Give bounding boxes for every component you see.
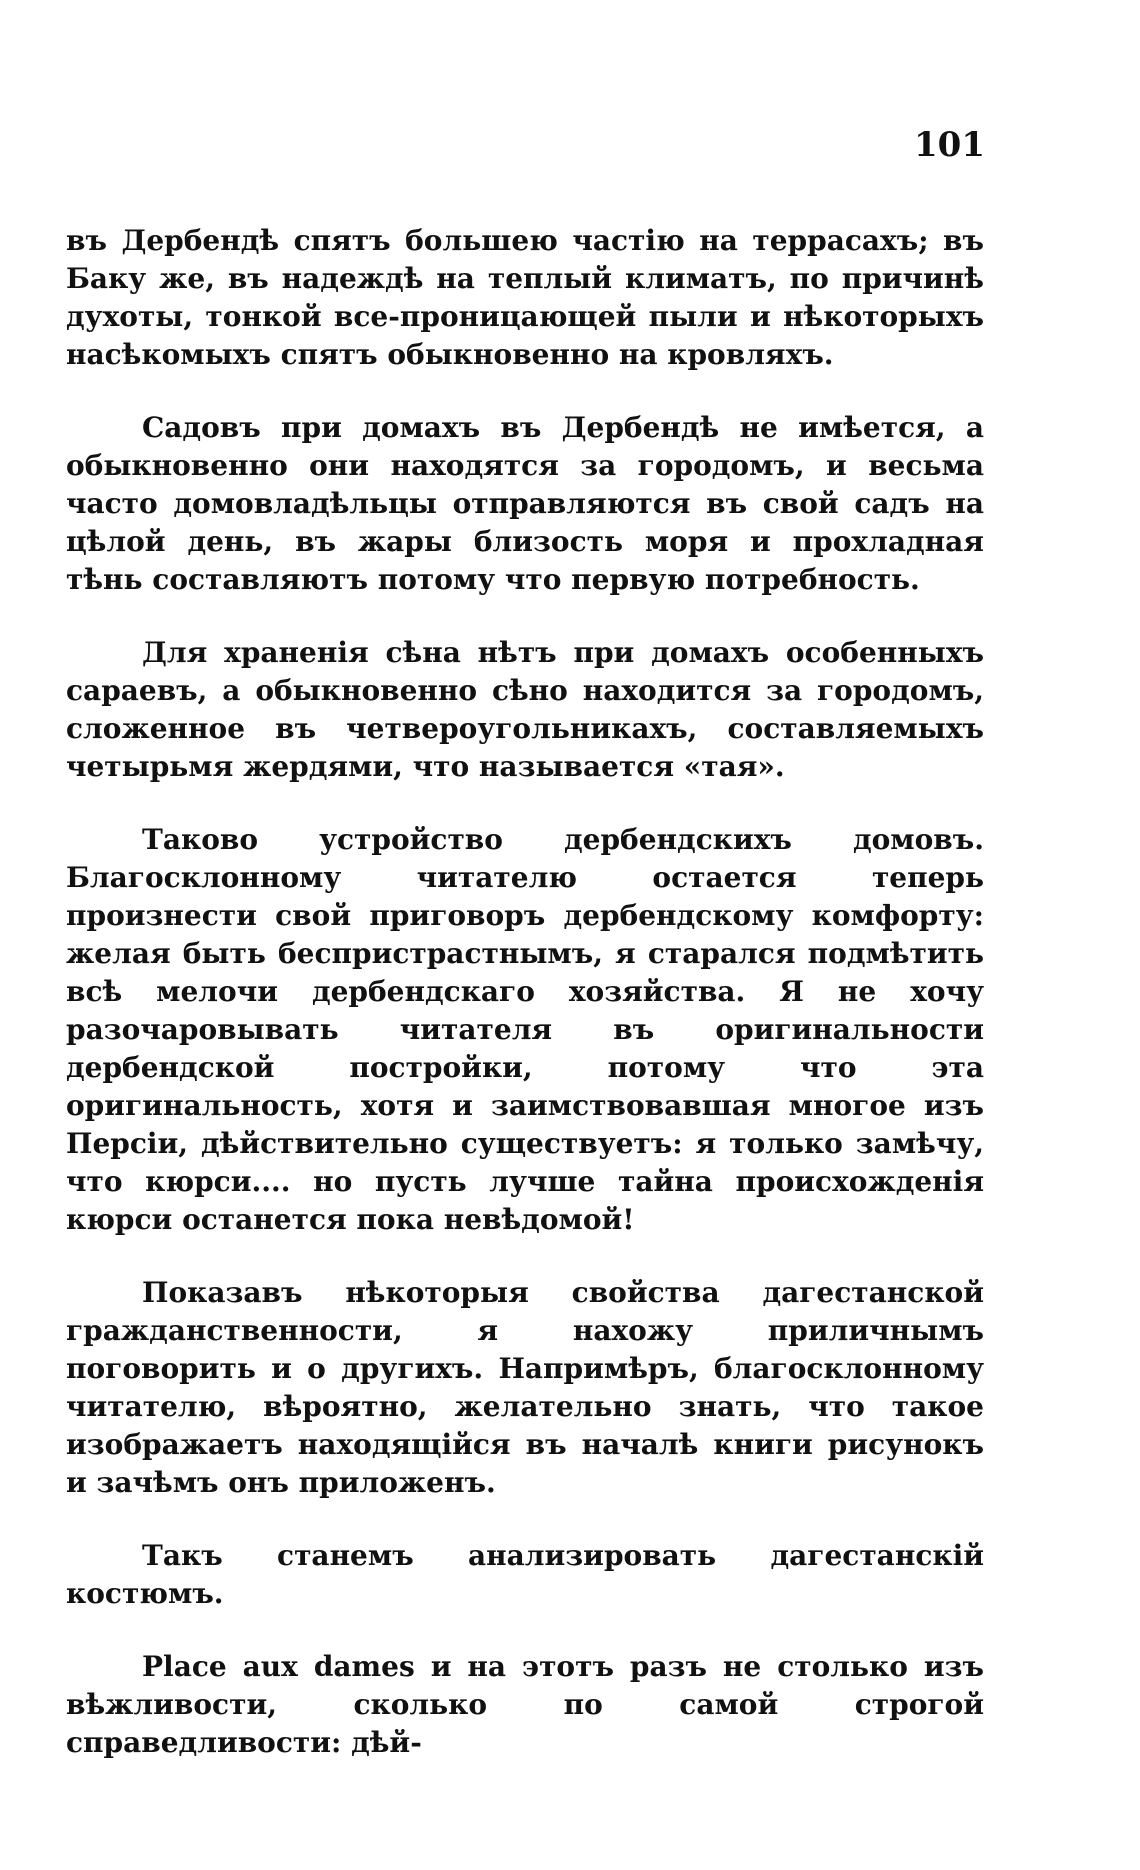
body-text <box>66 222 984 1762</box>
page-number: 101 <box>914 125 985 165</box>
paragraph-6: Такъ станемъ анализировать дагестанскій костюмъ. <box>66 1539 984 1610</box>
paragraph-1: въ Дербендѣ спятъ большею частію на террасахъ; въ Баку же, въ надеждѣ на теплый климатъ, по причинѣ духоты, тонкой все-проницающей пыли и нѣкоторыхъ насѣкомыхъ спятъ обыкновенно на кровляхъ. <box>66 224 984 371</box>
paragraph-3: Для храненія сѣна нѣтъ при домахъ особенныхъ сараевъ, а обыкновенно сѣно находится за городомъ, сложенное въ четвероугольникахъ, составляемыхъ четырьмя жердями, что называется «тая». <box>66 636 984 783</box>
paragraph-7: Place aux dames и на этотъ разъ не столько изъ вѣжливости, сколько по самой строгой справедливости: дѣй- <box>66 1650 984 1759</box>
paragraph-4: Таково устройство дербендскихъ домовъ. Благосклонному читателю остается теперь произнести свой приговоръ дербендскому комфорту: желая быть беспристрастнымъ, я старался подмѣтить всѣ мелочи дербендскаго хозяйства. Я не хочу разочаровывать читателя въ оригинальности дербендской постройки, потому что эта оригинальность, хотя и заимствовавшая многое изъ Персіи, дѣйствительно существуетъ: я только замѣчу, что кюрси.... но пусть лучше тайна происхожденія кюрси останется пока невѣдомой! <box>66 823 984 1236</box>
paragraph-5: Показавъ нѣкоторыя свойства дагестанской гражданственности, я нахожу приличнымъ поговорить и о другихъ. Напримѣръ, благосклонному читателю, вѣроятно, желательно знать, что такое изображаетъ находящійся въ началѣ книги рисунокъ и зачѣмъ онъ приложенъ. <box>66 1276 984 1499</box>
paragraph-2: Садовъ при домахъ въ Дербендѣ не имѣется, а обыкновенно они находятся за городомъ, и весьма часто домовладѣльцы отправляются въ свой садъ на цѣлой день, въ жары близость моря и прохладная тѣнь составляютъ потому что первую потребность. <box>66 411 984 596</box>
